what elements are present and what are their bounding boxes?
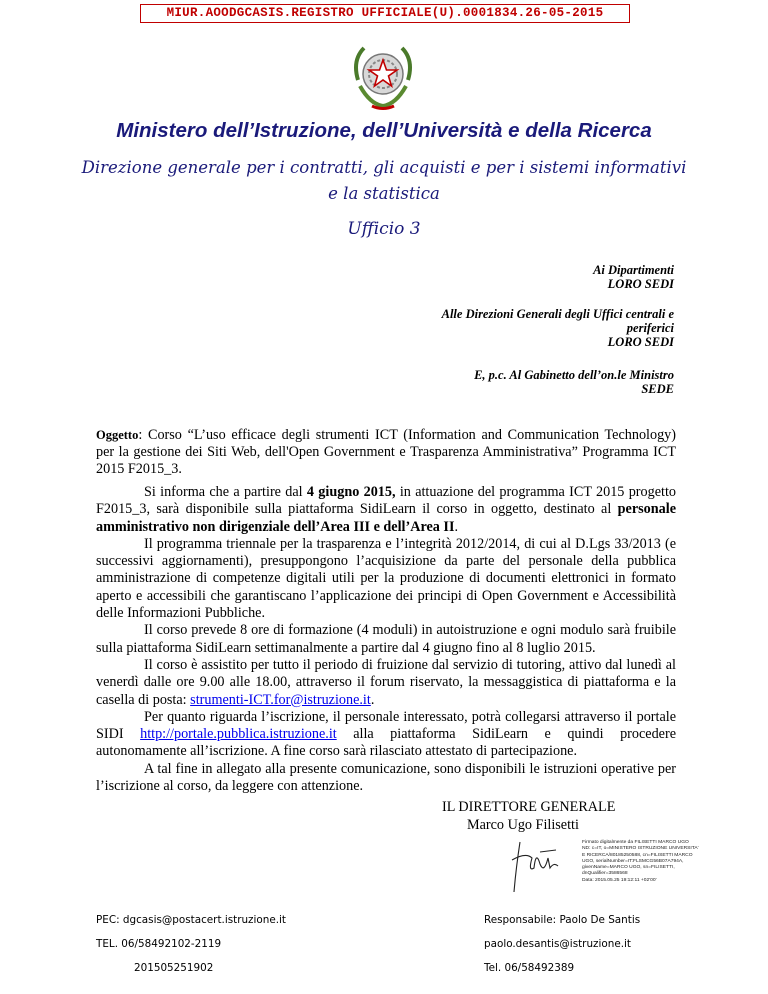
- subject-text: : Corso “L’uso efficace degli strumenti ICT (Information and Communication Technology) per la gestione dei Siti Web, dell'Open Government e Trasparenza Amministrativa” Programma ICT 2015 F2015_3.: [96, 427, 676, 477]
- directorate-line-2: e la statistica: [328, 184, 440, 203]
- directorate-line-1: Direzione generale per i contratti, gli acquisti e per i sistemi informativi: [81, 158, 687, 177]
- footer-responsible: Responsabile: Paolo De Santis: [484, 914, 641, 926]
- recipient-cabinet: [474, 368, 674, 396]
- digital-signature-line: Firmato digitalmente da FILISETTI MARCO UGO: [582, 840, 689, 845]
- subject: [96, 427, 676, 478]
- footer-phone-responsible: Tel. 06/58492389: [484, 962, 575, 974]
- letter-body: [96, 484, 676, 795]
- digital-signature-line: UGO, serialNumber=IT:FLSMCG56B07A794A,: [582, 858, 684, 864]
- target-audience: personale amministrativo non dirigenziale dell’Area III e dell’Area II: [96, 501, 676, 535]
- subject-label: Oggetto: [96, 428, 139, 442]
- handwritten-signature-icon: [510, 838, 564, 896]
- office-name: Ufficio 3: [347, 219, 421, 239]
- paragraph: Il corso prevede 8 ore di formazione (4 moduli) in autoistruzione e ogni modulo sarà fruibile sulla piattaforma SidiLearn settimanalmente a partire dal 4 giugno fino al 8 luglio 2015.: [96, 622, 676, 656]
- text: alla piattaforma SidiLearn e quindi procedere autonomamente all’iscrizione. A fine corso sarà rilasciato attestato di partecipazione.: [96, 726, 676, 760]
- recipient-departments: [593, 263, 674, 291]
- sidi-portal-link[interactable]: http://portale.pubblica.istruzione.it: [140, 726, 337, 743]
- paragraph: Il programma triennale per la trasparenza e l’integrità 2012/2014, di cui al D.Lgs 33/2013 (e successivi aggiornamenti), presuppongono l’acquisizione da parte del personale della pubblica amministrazione di competenze digitali utili per la produzione di documenti elettronici in formato aperto e accessibili che garantiscano l’applicazione dei principi di Open Government e Accessibilità delle Informazioni Pubbliche.: [96, 535, 676, 622]
- digital-signature-line: dnQualifier=3586568: [582, 871, 628, 877]
- digital-signature-block: [582, 840, 722, 884]
- digital-signature-line: E RICERCA/80185250588, cn=FILISETTI MARCO: [582, 852, 693, 858]
- paragraph: [96, 484, 676, 536]
- tutoring-email-link[interactable]: strumenti-ICT.for@istruzione.it: [190, 691, 371, 708]
- recipient-line: LORO SEDI: [607, 277, 674, 291]
- start-date: 4 giugno 2015,: [306, 484, 396, 500]
- recipient-line: Alle Direzioni Generali degli Uffici centrali e: [441, 307, 674, 321]
- text: Per quanto riguarda l’iscrizione, il personale interessato, potrà collegarsi attraverso il portale SIDI: [96, 708, 676, 743]
- text: Il corso è assistito per tutto il periodo di fruizione dal servizio di tutoring, attivo dal lunedì al venerdì dalle ore 9.00 alle 18.00, attraverso il forum riservato, la messaggistica di piattaforma e la casella di posta:: [96, 656, 676, 708]
- text: .: [454, 518, 459, 535]
- italian-republic-emblem-icon: [350, 40, 416, 112]
- digital-signature-line: ND: c=IT, o=MINISTERO ISTRUZIONE UNIVERSITA': [582, 846, 699, 852]
- recipient-line: E, p.c. Al Gabinetto dell’on.le Ministro: [474, 368, 674, 382]
- footer-document-code: 201505251902: [134, 962, 214, 974]
- text: .: [370, 691, 375, 708]
- text: Si informa che a partire dal: [144, 484, 307, 500]
- recipient-line: SEDE: [641, 382, 674, 396]
- footer-phone: TEL. 06/58492102-2119: [96, 938, 222, 950]
- signatory-title: IL DIRETTORE GENERALE: [442, 799, 616, 815]
- paragraph: [96, 657, 676, 709]
- paragraph: [96, 709, 676, 761]
- ministry-title: Ministero dell’Istruzione, dell’Università e della Ricerca: [116, 119, 652, 142]
- footer-pec: PEC: dgcasis@postacert.istruzione.it: [96, 914, 286, 926]
- digital-signature-line: Data: 2015.05.25 19:12:11 +02'00': [582, 877, 657, 883]
- text: in attuazione del programma ICT 2015 progetto F2015_3, sarà disponibile sulla piattaforma SidiLearn il corso in oggetto, destinato al: [96, 484, 676, 518]
- recipient-line: periferici: [626, 321, 674, 335]
- paragraph: A tal fine in allegato alla presente comunicazione, sono disponibili le istruzioni operative per l’iscrizione al corso, da leggere con attenzione.: [96, 760, 676, 795]
- recipient-line: Ai Dipartimenti: [593, 263, 674, 277]
- protocol-stamp: MIUR.AOODGCASIS.REGISTRO UFFICIALE(U).0001834.26-05-2015: [140, 4, 630, 23]
- footer-email: paolo.desantis@istruzione.it: [484, 938, 631, 950]
- digital-signature-line: givenName=MARCO UGO, sn=FILISETTI,: [582, 865, 675, 871]
- signatory-name: Marco Ugo Filisetti: [467, 817, 579, 833]
- recipient-line: LORO SEDI: [607, 335, 674, 349]
- recipient-directorates: [442, 307, 674, 349]
